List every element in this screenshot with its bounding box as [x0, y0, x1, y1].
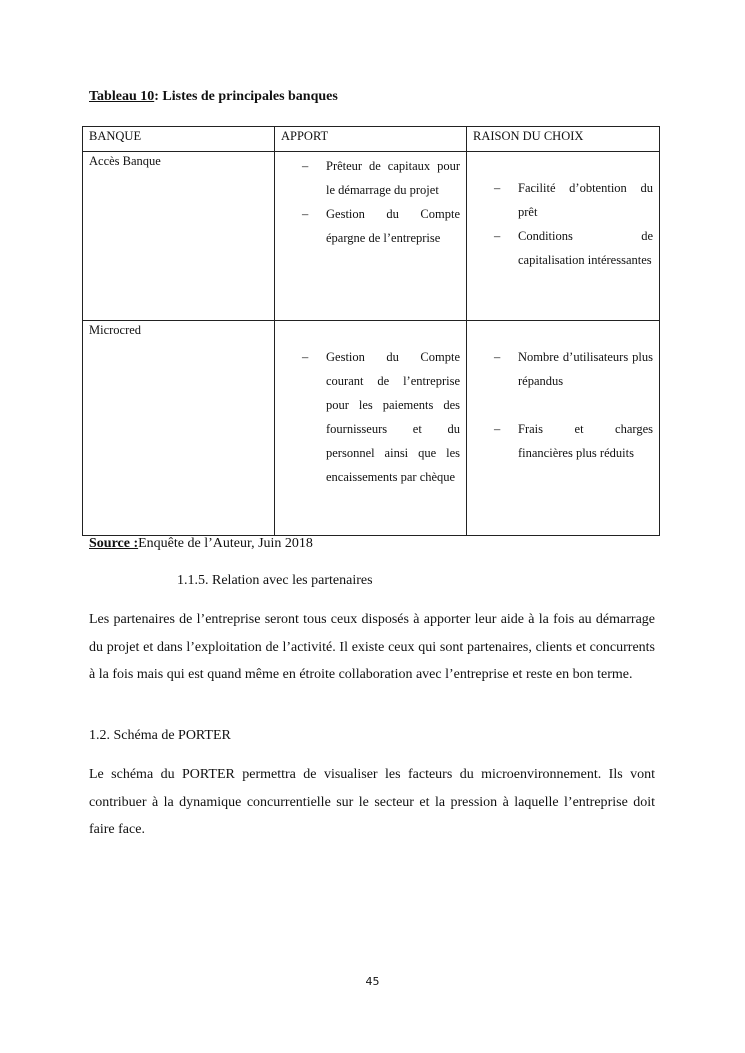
raison-cell [467, 152, 660, 321]
bank-name-cell: Accès Banque [83, 152, 275, 321]
list-item: – Gestion du Compte courant de l’entreprise pour les paiements des fournisseurs et du personnel ainsi que les encaissements par chèque [326, 345, 460, 489]
raison-cell [467, 321, 660, 536]
table-caption [89, 89, 338, 105]
column-header-apport: APPORT [275, 127, 467, 152]
apport-list [281, 345, 460, 489]
apport-cell [275, 321, 467, 536]
list-item: – Prêteur de capitaux pour le démarrage du projet [326, 154, 460, 202]
source-label: Source : [89, 536, 139, 551]
list-item: – Conditions de capitalisation intéressantes [518, 224, 653, 272]
page-number: 45 [365, 975, 380, 988]
column-header-raison: RAISON DU CHOIX [467, 127, 660, 152]
table-header-row [83, 127, 660, 152]
section-heading-1-2: 1.2. Schéma de PORTER [89, 728, 231, 743]
table-row [83, 321, 660, 536]
list-item: – Facilité d’obtention du prêt [518, 176, 653, 224]
source-text: Enquête de l’Auteur, Juin 2018 [138, 536, 313, 551]
bank-name-cell: Microcred [83, 321, 275, 536]
paragraph-porter: Le schéma du PORTER permettra de visualiser les facteurs du microenvironnement. Ils vont contribuer à la dynamique concurrentielle sur le secteur et la pression à laquelle l’entreprise doit faire face. [89, 767, 655, 837]
apport-cell [275, 152, 467, 321]
table-caption-text: : Listes de principales banques [154, 89, 338, 104]
section-heading-1-1-5: 1.1.5. Relation avec les partenaires [177, 573, 373, 588]
table-source [89, 536, 313, 552]
list-item: – Gestion du Compte épargne de l’entreprise [326, 202, 460, 250]
banks-table [82, 126, 660, 536]
raison-list [473, 176, 653, 272]
list-item: – Nombre d’utilisateurs plus répandus [518, 345, 653, 393]
column-header-banque: BANQUE [83, 127, 275, 152]
table-row [83, 152, 660, 321]
paragraph-partenaires: Les partenaires de l’entreprise seront tous ceux disposés à apporter leur aide à la fois au démarrage du projet et dans l’exploitation de l’activité. Il existe ceux qui sont partenaires, clients et concurrents à la fois mais qui est quand même en étroite collaboration avec l’entreprise et reste en bon terme. [89, 612, 655, 682]
list-item: – Frais et charges financières plus réduits [518, 417, 653, 465]
table-caption-label: Tableau 10 [89, 89, 155, 104]
apport-list [281, 154, 460, 250]
raison-list [473, 345, 653, 465]
